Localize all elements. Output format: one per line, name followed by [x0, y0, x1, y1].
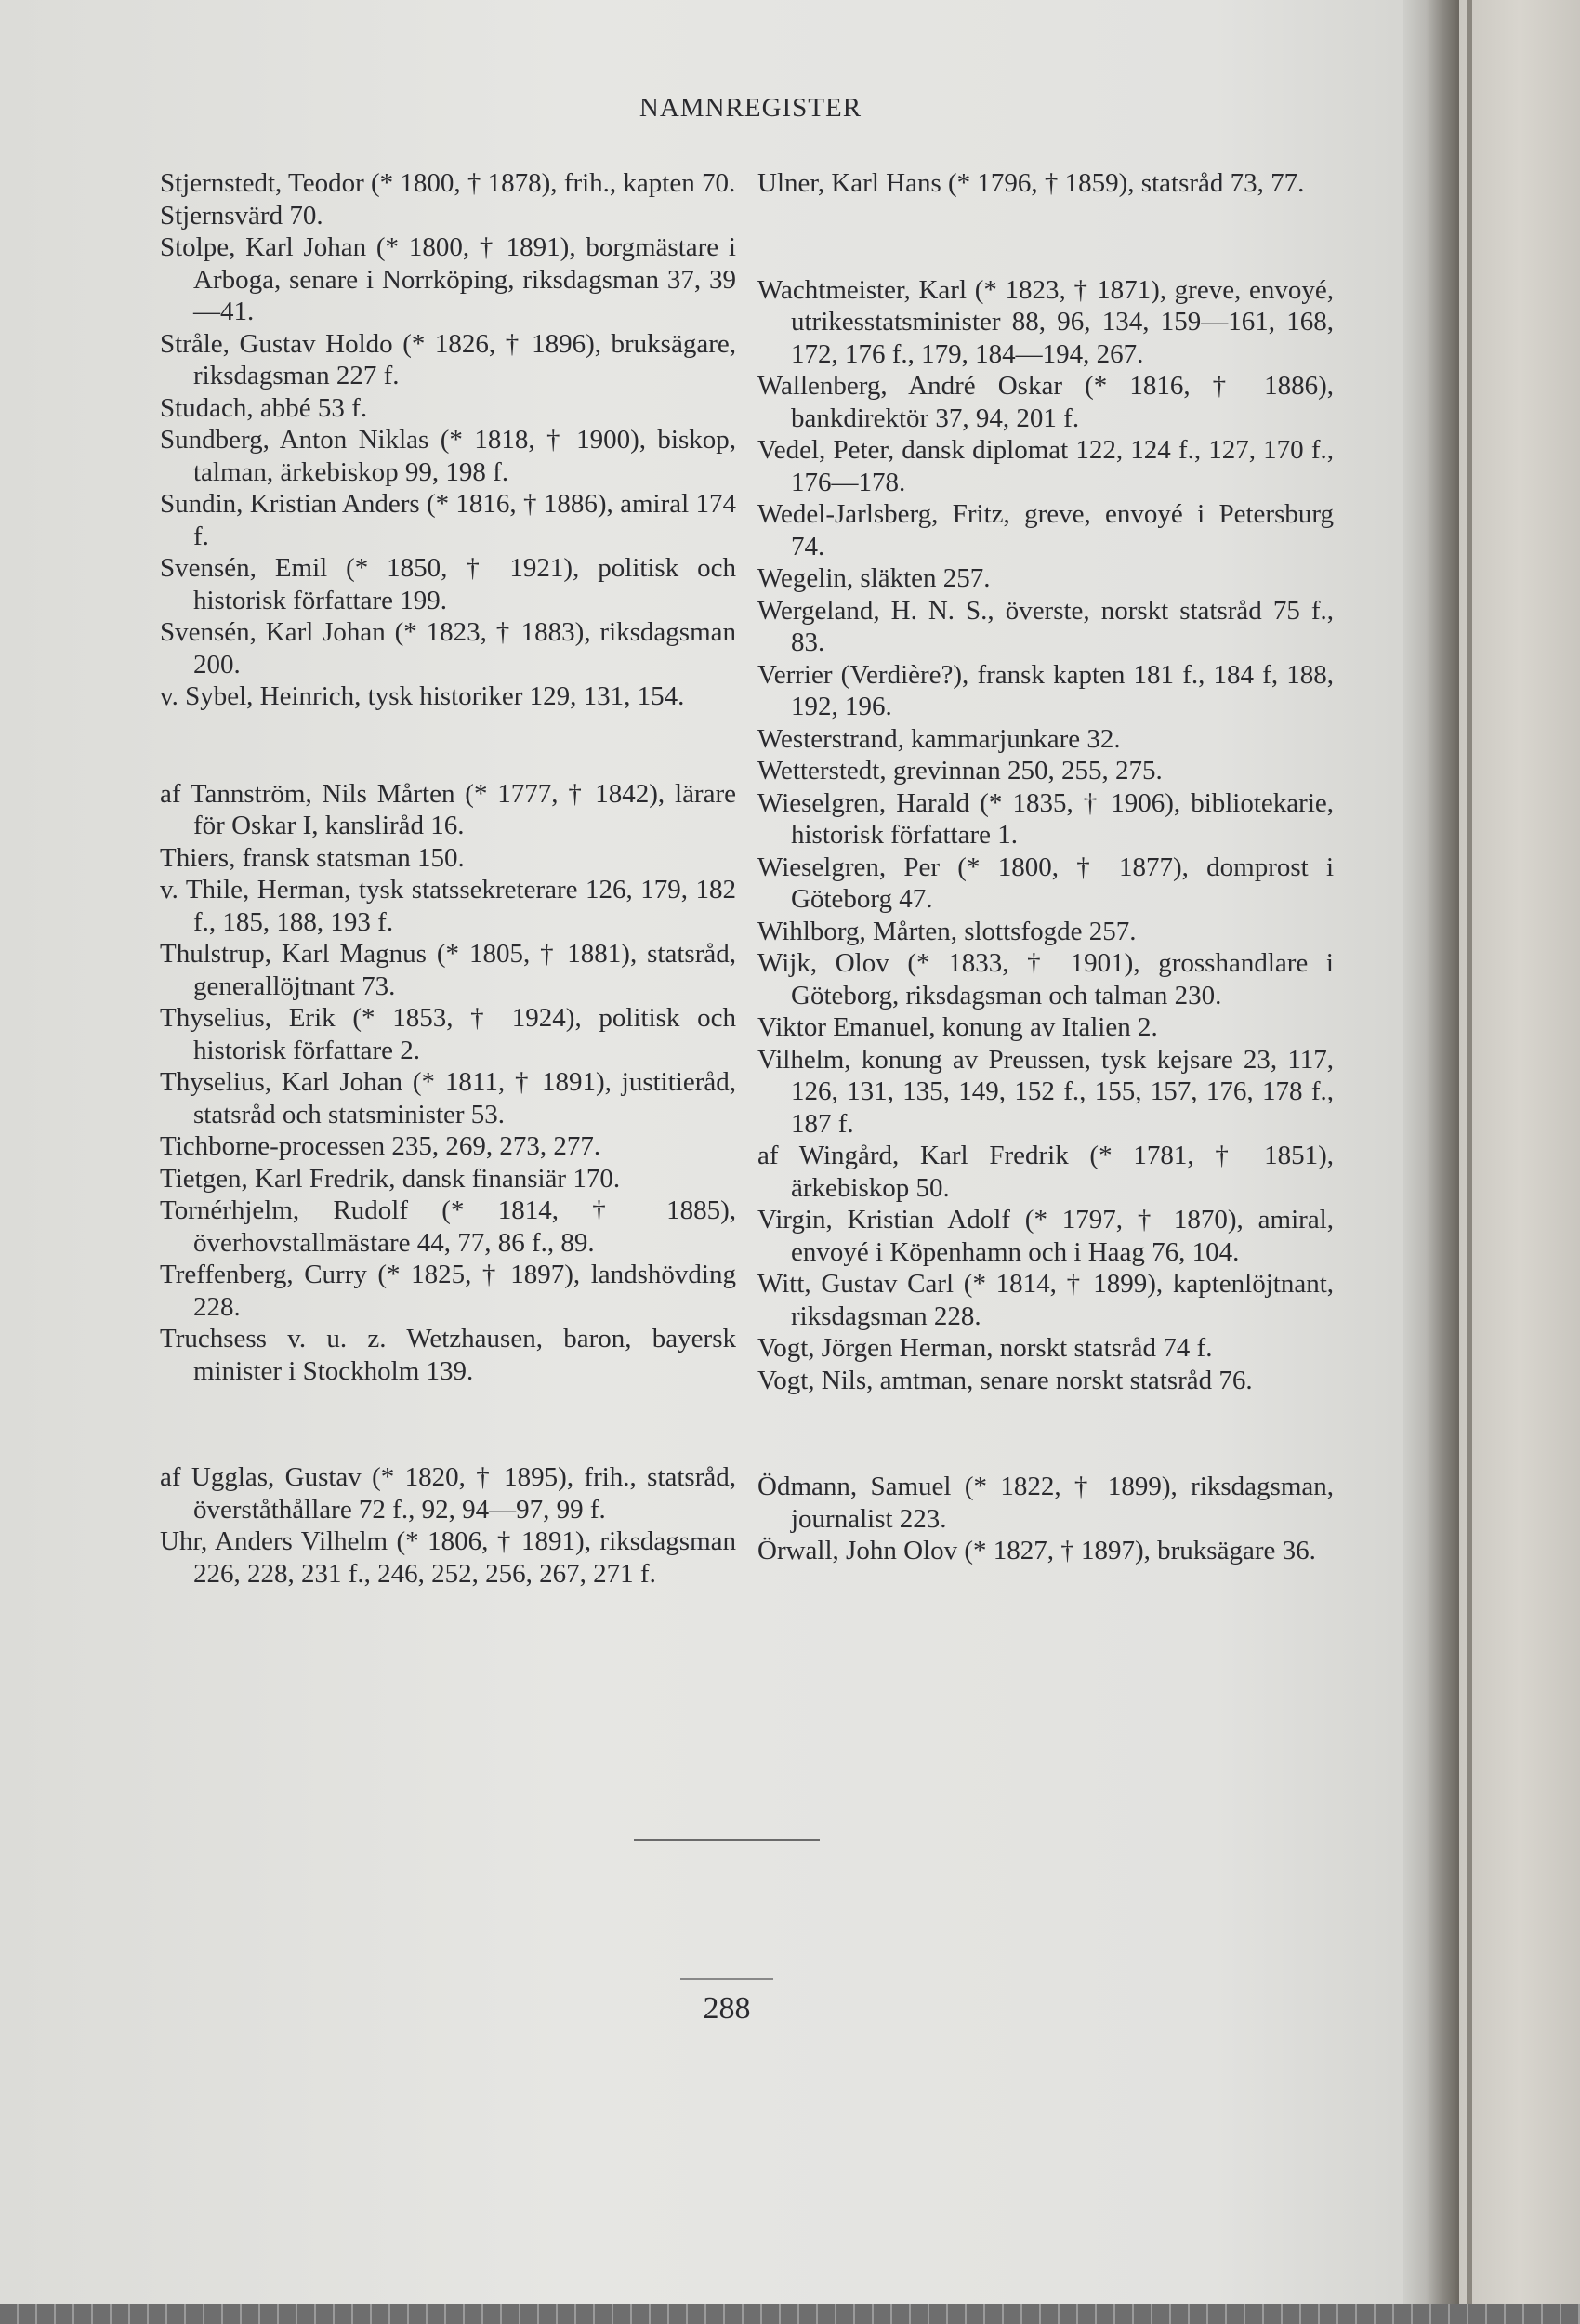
index-entry: Thyselius, Karl Johan (* 1811, † 1891), justitieråd, statsråd och statsminister 53.	[160, 1067, 736, 1129]
index-entry: Vilhelm, konung av Preussen, tysk kejsare 23, 117, 126, 131, 135, 149, 152 f., 155, 157, 176, 178 f., 187 f.	[757, 1044, 1334, 1139]
index-entry: Wieselgren, Per (* 1800, † 1877), domprost i Göteborg 47.	[757, 852, 1334, 914]
right-column	[757, 167, 1334, 1567]
index-entry: Stjernstedt, Teodor (* 1800, † 1878), frih., kapten 70.	[160, 168, 736, 198]
end-divider	[634, 1839, 820, 1841]
group-spacer	[757, 200, 1334, 274]
index-group-s	[160, 167, 736, 713]
index-entry: Treffenberg, Curry (* 1825, † 1897), landshövding 228.	[160, 1260, 736, 1322]
index-group-u	[160, 1461, 736, 1590]
index-entry: af Wingård, Karl Fredrik (* 1781, † 1851), ärkebiskop 50.	[757, 1141, 1334, 1203]
index-entry: Studach, abbé 53 f.	[160, 392, 368, 423]
index-entry: v. Thile, Herman, tysk statssekreterare 126, 179, 182 f., 185, 188, 193 f.	[160, 875, 736, 937]
index-entry: Tietgen, Karl Fredrik, dansk finansiär 170.	[160, 1163, 621, 1194]
index-entry: Sundin, Kristian Anders (* 1816, † 1886), amiral 174 f.	[160, 489, 736, 551]
index-entry: Westerstrand, kammarjunkare 32.	[757, 723, 1121, 754]
index-entry: af Tannström, Nils Mårten (* 1777, † 1842), lärare för Oskar I, kansliråd 16.	[160, 778, 736, 840]
index-entry: Tichborne-processen 235, 269, 273, 277.	[160, 1131, 601, 1161]
index-entry: Truchsess v. u. z. Wetzhausen, baron, bayersk minister i Stockholm 139.	[160, 1324, 736, 1386]
index-entry: Vedel, Peter, dansk diplomat 122, 124 f., 127, 170 f., 176—178.	[757, 435, 1334, 497]
background-mat	[0, 2304, 1580, 2324]
back-page-edge	[1459, 0, 1580, 2304]
page-number-rule	[680, 1978, 773, 1980]
index-entry: Svensén, Emil (* 1850, † 1921), politisk och historisk författare 199.	[160, 553, 736, 615]
index-entry: Thiers, fransk statsman 150.	[160, 842, 465, 873]
index-entry: Vogt, Jörgen Herman, norskt statsråd 74 f.	[757, 1333, 1213, 1363]
index-group-u-continued	[757, 167, 1334, 200]
index-entry: Viktor Emanuel, konung av Italien 2.	[757, 1012, 1158, 1042]
index-entry: af Ugglas, Gustav (* 1820, † 1895), frih., statsråd, överståthållare 72 f., 92, 94—97, 99 f.	[160, 1462, 736, 1525]
index-entry: Ödmann, Samuel (* 1822, † 1899), riksdagsman, journalist 223.	[757, 1472, 1334, 1534]
index-entry: Stråle, Gustav Holdo (* 1826, † 1896), bruksägare, riksdagsman 227 f.	[160, 328, 736, 390]
index-entry: Örwall, John Olov (* 1827, † 1897), bruksägare 36.	[757, 1536, 1316, 1565]
index-entry: Wallenberg, André Oskar (* 1816, † 1886), bankdirektör 37, 94, 201 f.	[757, 371, 1334, 433]
group-spacer	[160, 713, 736, 778]
running-head: NAMNREGISTER	[639, 93, 862, 123]
page-number: 288	[703, 1991, 751, 2026]
index-entry: Thyselius, Erik (* 1853, † 1924), politisk och historisk författare 2.	[160, 1003, 736, 1065]
index-entry: Tornérhjelm, Rudolf (* 1814, † 1885), överhovstallmästare 44, 77, 86 f., 89.	[160, 1195, 736, 1258]
index-group-t	[160, 778, 736, 1388]
index-entry: Witt, Gustav Carl (* 1814, † 1899), kaptenlöjtnant, riksdagsman 228.	[757, 1269, 1334, 1331]
index-entry: Uhr, Anders Vilhelm (* 1806, † 1891), riksdagsman 226, 228, 231 f., 246, 252, 256, 267, 271 f.	[160, 1526, 736, 1589]
index-entry: Verrier (Verdière?), fransk kapten 181 f., 184 f, 188, 192, 196.	[757, 659, 1334, 721]
index-entry: Svensén, Karl Johan (* 1823, † 1883), riksdagsman 200.	[160, 617, 736, 680]
spine-edge	[1467, 0, 1472, 2304]
index-entry: Wedel-Jarlsberg, Fritz, greve, envoyé i Petersburg 74.	[757, 499, 1334, 561]
index-entry: v. Sybel, Heinrich, tysk historiker 129, 131, 154.	[160, 681, 685, 711]
index-entry: Wergeland, H. N. S., överste, norskt statsråd 75 f., 83.	[757, 595, 1334, 657]
left-column	[160, 167, 736, 1590]
index-entry: Wachtmeister, Karl (* 1823, † 1871), greve, envoyé, utrikesstatsminister 88, 96, 134, 159—161, 168, 172, 176 f., 179, 184—194, 267.	[757, 274, 1334, 369]
index-entry: Sundberg, Anton Niklas (* 1818, † 1900), biskop, talman, ärkebiskop 99, 198 f.	[160, 425, 736, 487]
index-entry: Stjernsvärd 70.	[160, 200, 323, 231]
group-spacer	[757, 1396, 1334, 1471]
index-entry: Virgin, Kristian Adolf (* 1797, † 1870), amiral, envoyé i Köpenhamn och i Haag 76, 104.	[757, 1205, 1334, 1267]
group-spacer	[160, 1387, 736, 1461]
index-entry: Thulstrup, Karl Magnus (* 1805, † 1881), statsråd, generallöjtnant 73.	[160, 939, 736, 1001]
index-entry: Wegelin, släkten 257.	[757, 563, 991, 593]
index-entry: Wetterstedt, grevinnan 250, 255, 275.	[757, 756, 1163, 786]
index-group-w	[757, 274, 1334, 1397]
index-entry: Wihlborg, Mårten, slottsfogde 257.	[757, 916, 1137, 946]
index-entry: Wijk, Olov (* 1833, † 1901), grosshandlare i Göteborg, riksdagsman och talman 230.	[757, 948, 1334, 1010]
page-fold	[1403, 0, 1459, 2304]
index-entry: Stolpe, Karl Johan (* 1800, † 1891), borgmästare i Arboga, senare i Norrköping, riksdagsman 37, 39—41.	[160, 232, 736, 326]
index-group-o	[757, 1471, 1334, 1567]
index-entry: Vogt, Nils, amtman, senare norskt statsråd 76.	[757, 1365, 1253, 1395]
index-entry: Wieselgren, Harald (* 1835, † 1906), bibliotekarie, historisk författare 1.	[757, 787, 1334, 850]
index-entry: Ulner, Karl Hans (* 1796, † 1859), statsråd 73, 77.	[757, 168, 1305, 198]
